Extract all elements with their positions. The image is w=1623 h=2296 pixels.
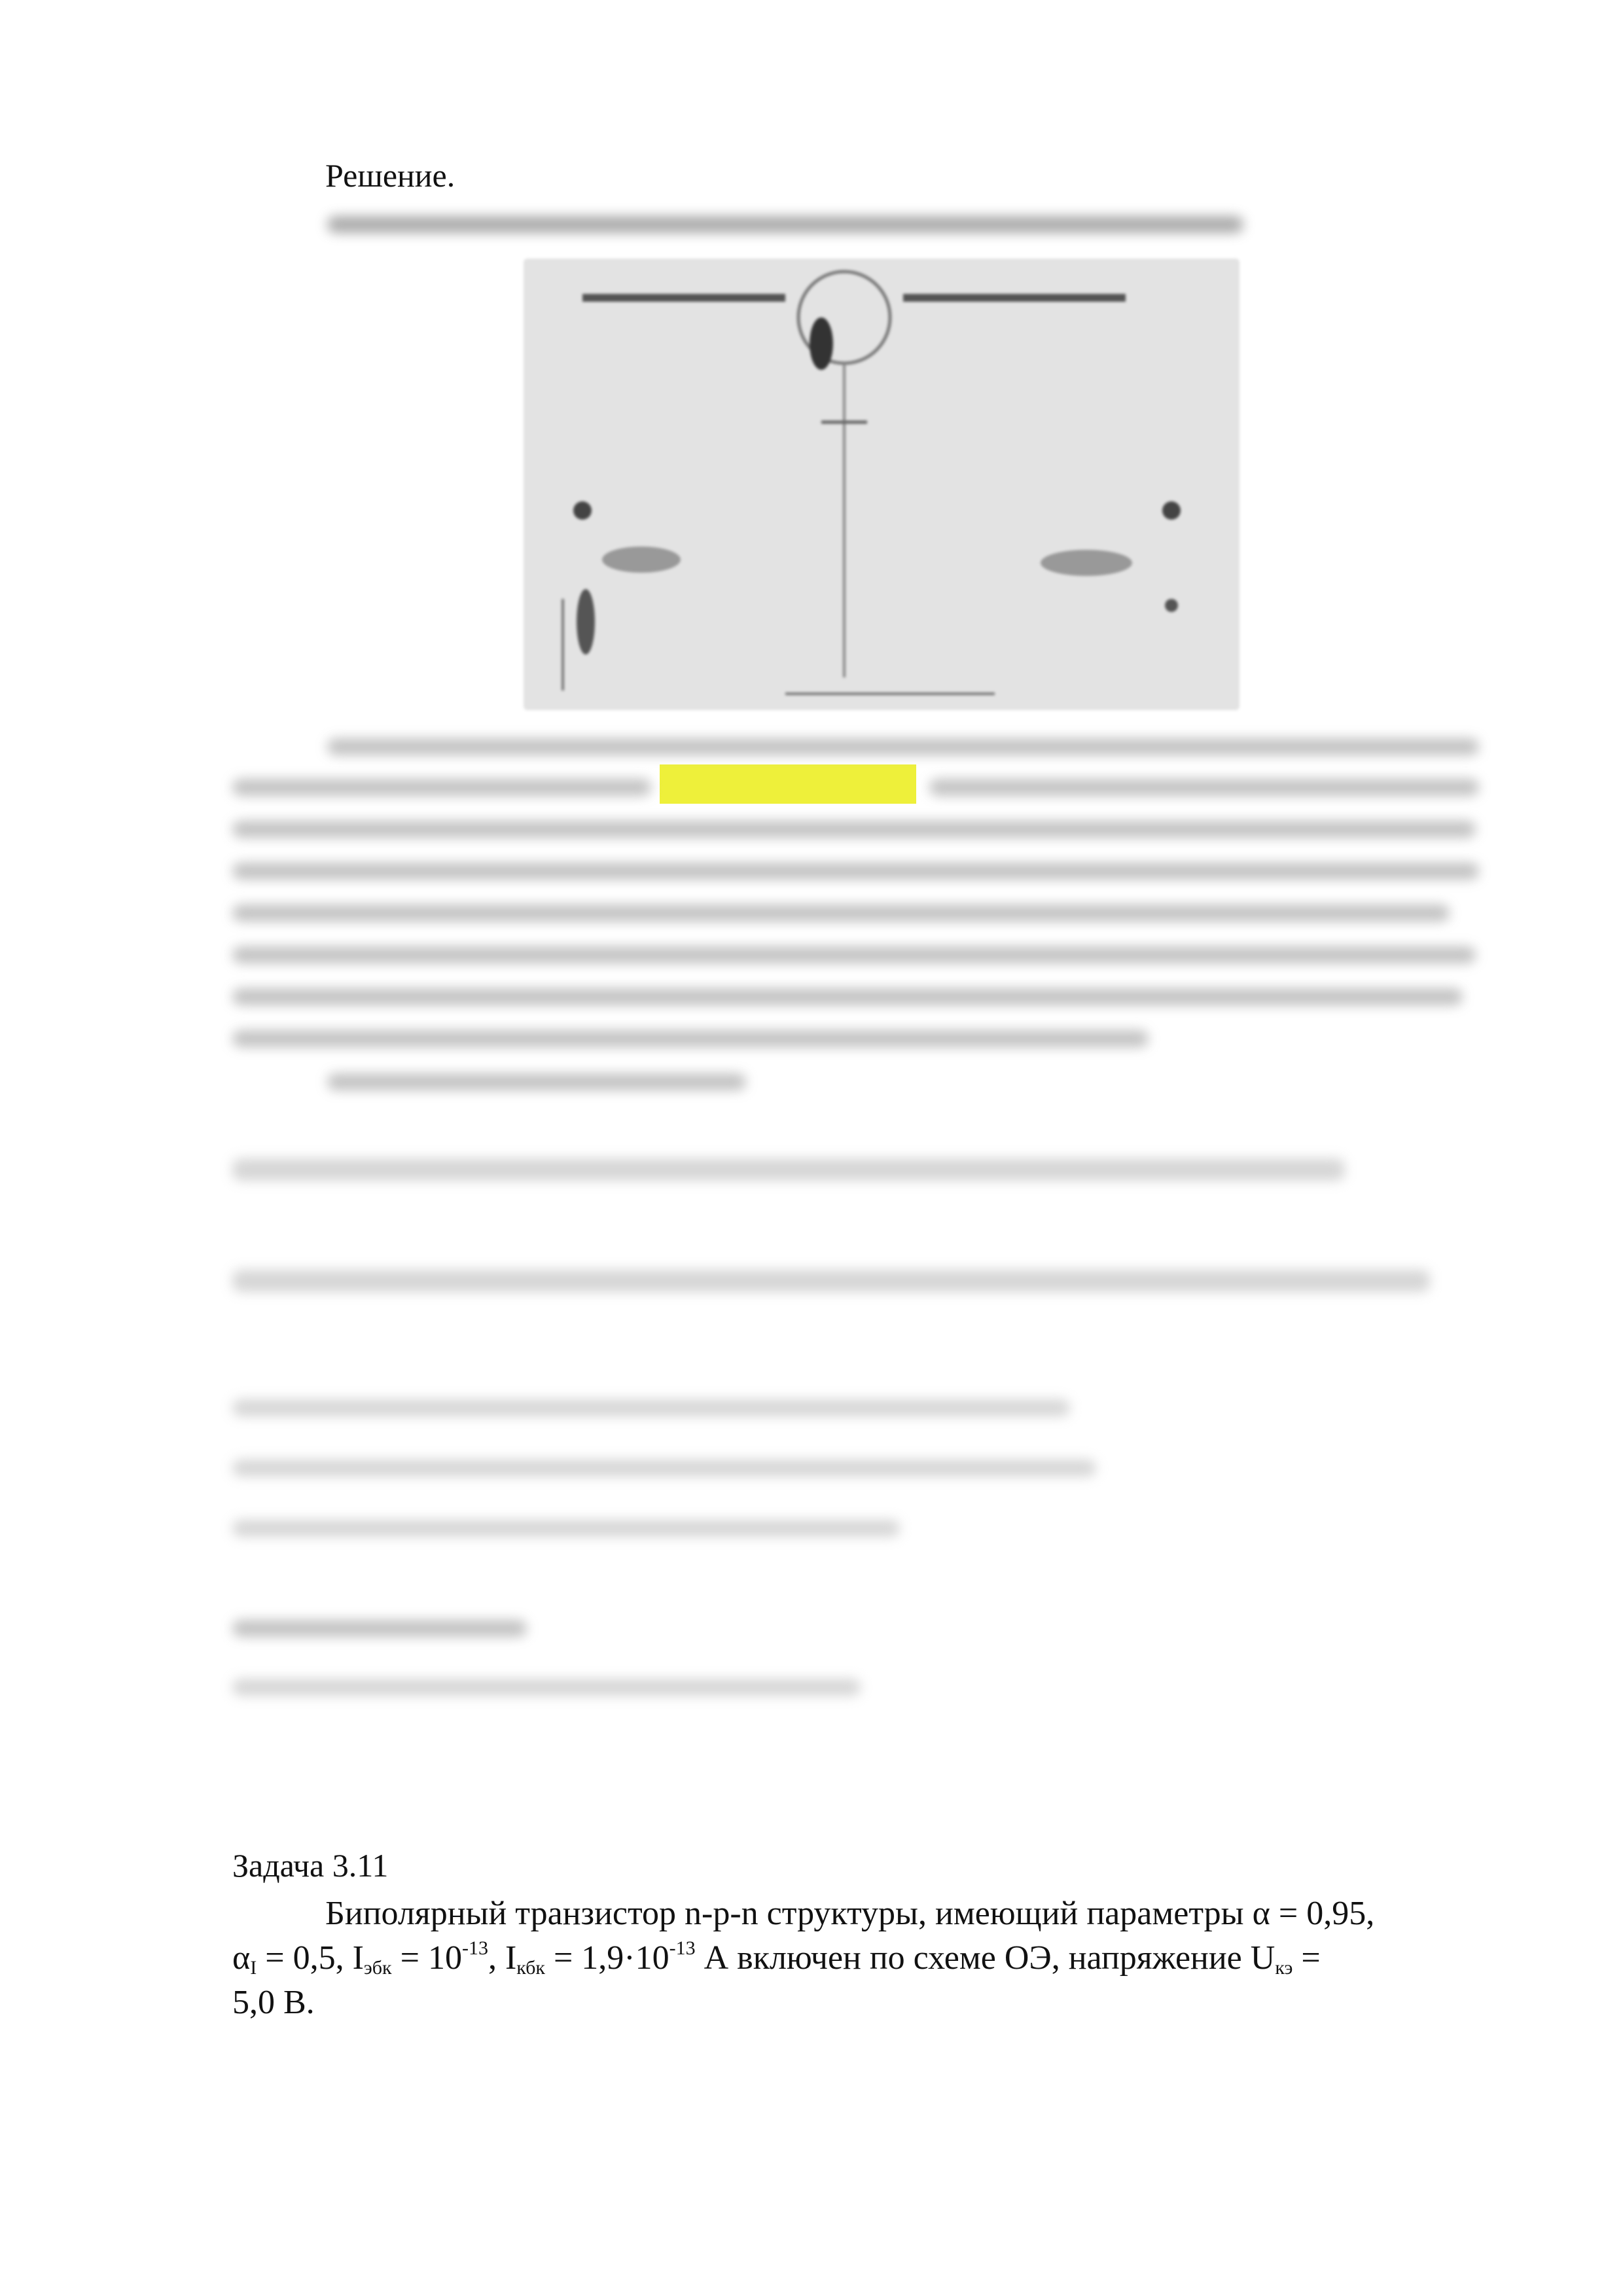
task-statement <box>232 1892 1515 2025</box>
blurred-text-line <box>232 779 651 796</box>
ikbk-exponent: -13 <box>669 1937 696 1959</box>
iebk-value: = 10 <box>391 1939 462 1977</box>
uke-equals: = <box>1293 1939 1321 1977</box>
ikbk-symbol: I <box>505 1939 517 1977</box>
task-title: Задача 3.11 <box>232 1847 389 1884</box>
blurred-text-line <box>232 821 1476 838</box>
task-line-2 <box>232 1936 1515 1981</box>
iebk-subscript: эбк <box>363 1957 392 1979</box>
iebk-exponent: -13 <box>461 1937 488 1959</box>
task-line-2-tail: А включен по схеме ОЭ, напряжение U <box>695 1939 1275 1977</box>
ikbk-value: = 1,9·10 <box>544 1939 669 1977</box>
blurred-text-line <box>327 216 1243 233</box>
blurred-text-line <box>232 905 1450 922</box>
blurred-text-line <box>327 1073 746 1090</box>
transistor-base-terminal <box>810 317 833 370</box>
blurred-equation <box>232 1679 861 1696</box>
uke-subscript: кэ <box>1275 1957 1293 1979</box>
terminal-dot <box>1165 599 1178 612</box>
blurred-text-line <box>232 988 1463 1005</box>
text-highlight <box>660 764 916 804</box>
alpha-i-subscript: I <box>250 1957 257 1979</box>
separator: , <box>488 1939 505 1977</box>
blurred-equation <box>232 1520 900 1537</box>
voltage-label <box>602 547 681 573</box>
current-source-symbol <box>577 589 595 655</box>
blurred-text-line <box>232 1030 1149 1047</box>
terminal-dot <box>573 501 592 520</box>
alpha-i-symbol: α <box>232 1939 251 1977</box>
voltage-label <box>1041 550 1132 576</box>
blurred-text-line <box>232 1620 527 1637</box>
circuit-drawing <box>524 259 1240 710</box>
terminal-dot <box>1162 501 1181 520</box>
task-line-3: 5,0 В. <box>232 1984 315 2021</box>
blurred-text-line <box>232 946 1476 963</box>
blurred-equation <box>232 1399 1070 1416</box>
blurred-equation <box>232 1460 1096 1477</box>
blurred-text-line <box>929 779 1479 796</box>
alpha-i-value: = 0,5, <box>257 1939 353 1977</box>
blurred-text-line <box>327 738 1479 755</box>
ikbk-subscript: кбк <box>516 1957 545 1979</box>
blurred-equation <box>232 1270 1430 1292</box>
blurred-equation <box>232 1158 1345 1181</box>
circuit-diagram <box>524 259 1240 710</box>
blurred-text-line <box>232 863 1479 880</box>
iebk-symbol: I <box>352 1939 364 1977</box>
task-line-1: Биполярный транзистор n-p-n структуры, имеющий параметры α = 0,95, <box>325 1895 1375 1932</box>
solution-heading: Решение. <box>325 157 455 194</box>
